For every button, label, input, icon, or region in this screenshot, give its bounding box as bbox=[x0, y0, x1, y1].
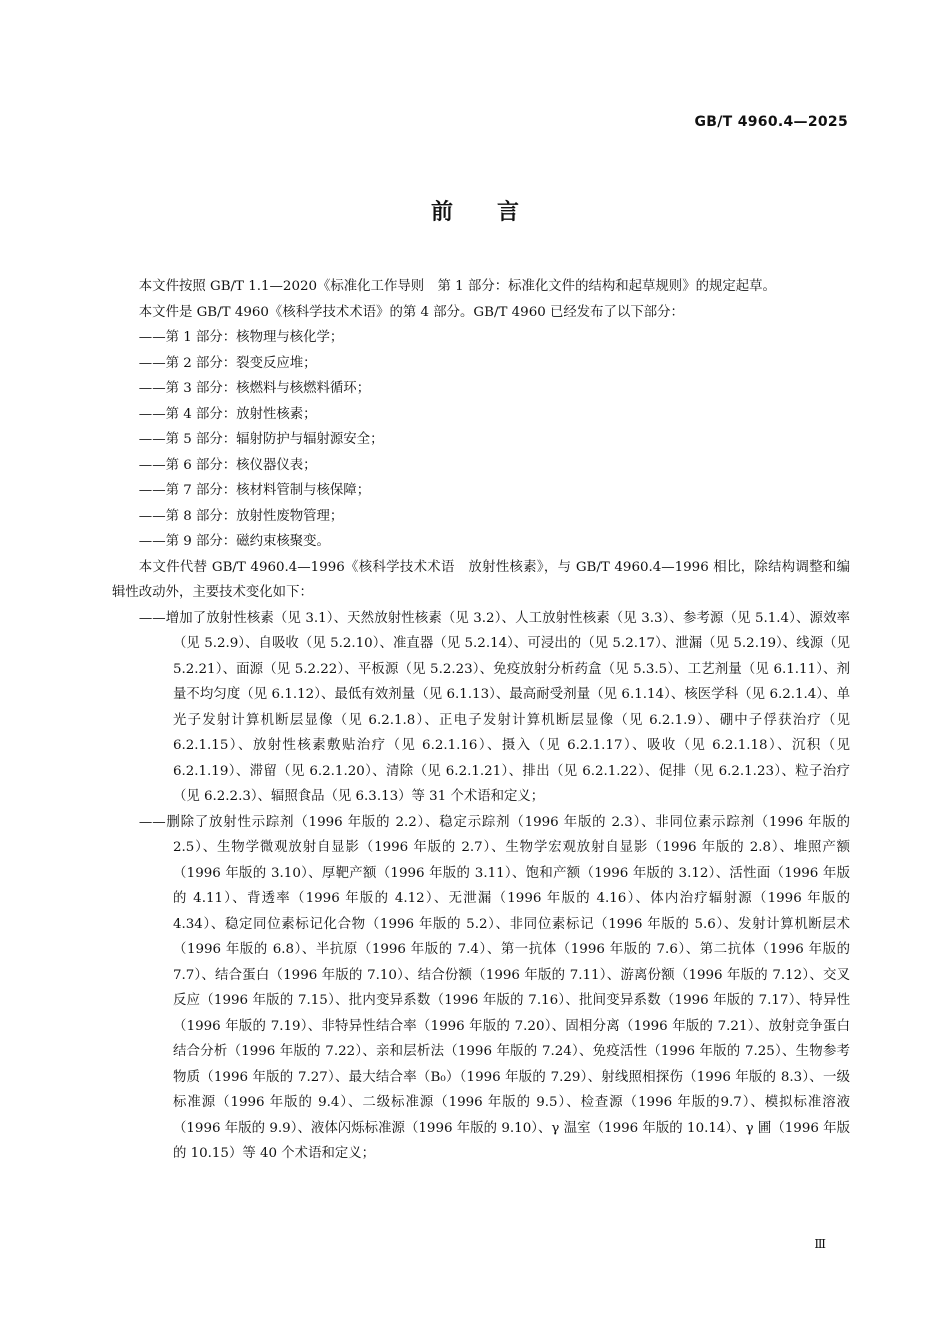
part-list-item: ——第 2 部分：裂变反应堆； bbox=[138, 355, 317, 371]
part-list-item: ——第 6 部分：核仪器仪表； bbox=[138, 457, 317, 473]
deleted-terms-item: ——删除了放射性示踪剂（1996 年版的 2.2）、稳定示踪剂（1996 年版的 2.3）、非同位素示踪剂（1996 年版的 2.5）、生物学微观放射自显影（1996 年版的 2.7）、生物学宏观放射自显影（1996 年版的 2.8）、堆照产额（1996 年版的 3.10）、厚靶产额（1996 年版的 3.11）、饱和产额（1996 年版的 3.12）、活性面（1996 年版的 4.11）、背透率（1996 年版的 4.12）、无泄漏（1996 年版的 4.16）、体内治疗辐射源（1996 年版的 4.34）、稳定同位素标记化合物（1996 年版的 5.2）、非同位素标记（1996 年版的 5.6）、发射计算机断层术（1996 年版的 6.8）、半抗原（1996 年版的 7.4）、第一抗体（1996 年版的 7.6）、第二抗体（1996 年版的 7.7）、结合蛋白（1996 年版的 7.10）、结合份额（1996 年版的 7.11）、游离份额（1996 年版的 7.12）、交叉反应（1996 年版的 7.15）、批内变异系数（1996 年版的 7.16）、批间变异系数（1996 年版的 7.17）、特异性（1996 年版的 7.19）、非特异性结合率（1996 年版的 7.20）、固相分离（1996 年版的 7.21）、放射竞争蛋白结合分析（1996 年版的 7.22）、亲和层析法（1996 年版的 7.24）、免疫活性（1996 年版的 7.25）、生物参考物质（1996 年版的 7.27）、最大结合率（B₀）（1996 年版的 7.29）、射线照相探伤（1996 年版的 8.3）、一级标准源（1996 年版的 9.4）、二级标准源（1996 年版的 9.5）、检查源（1996 年版的9.7）、模拟标准溶液（1996 年版的 9.9）、液体闪烁标准源（1996 年版的 9.10）、γ 温室（1996 年版的 10.14）、γ 圃（1996 年版的 10.15）等 40 个术语和定义； bbox=[138, 814, 850, 1161]
standard-number-header: GB/T 4960.4—2025 bbox=[694, 114, 848, 130]
added-terms-item: ——增加了放射性核素（见 3.1）、天然放射性核素（见 3.2）、人工放射性核素（见 3.3）、参考源（见 5.1.4）、源效率（见 5.2.9）、自吸收（见 5.2.10）、准直器（见 5.2.14）、可浸出的（见 5.2.17）、泄漏（见 5.2.19）、线源（见 5.2.21）、面源（见 5.2.22）、平板源（见 5.2.23）、免疫放射分析药盒（见 5.3.5）、工艺剂量（见 6.1.11）、剂量不均匀度（见 6.1.12）、最低有效剂量（见 6.1.13）、最高耐受剂量（见 6.1.14）、核医学科（见 6.2.1.4）、单光子发射计算机断层显像（见 6.2.1.8）、正电子发射计算机断层显像（见 6.2.1.9）、硼中子俘获治疗（见 6.2.1.15）、放射性核素敷贴治疗（见 6.2.1.16）、摄入（见 6.2.1.17）、吸收（见 6.2.1.18）、沉积（见 6.2.1.19）、滞留（见 6.2.1.20）、清除（见 6.2.1.21）、排出（见 6.2.1.22）、促排（见 6.2.1.23）、粒子治疗（见 6.2.2.3）、辐照食品（见 6.3.13）等 31 个术语和定义； bbox=[138, 610, 850, 804]
part-list-item: ——第 1 部分：核物理与核化学； bbox=[138, 330, 344, 345]
page-number: Ⅲ bbox=[814, 1237, 826, 1251]
part-list-item: ——第 4 部分：放射性核素； bbox=[138, 406, 317, 422]
foreword-body bbox=[112, 274, 850, 1167]
part-list-item: ——第 5 部分：辐射防护与辐射源安全； bbox=[138, 432, 384, 447]
drafting-paragraph: 本文件按照 GB/T 1.1—2020《标准化工作导则 第 1 部分：标准化文件的结构和起草规则》的规定起草。 bbox=[138, 279, 776, 294]
part-list-item: ——第 9 部分：磁约束核聚变。 bbox=[138, 534, 330, 549]
part-list-item: ——第 7 部分：核材料管制与核保障； bbox=[138, 483, 371, 498]
part-list-item: ——第 8 部分：放射性废物管理； bbox=[138, 508, 344, 524]
replacement-paragraph: 本文件代替 GB/T 4960.4—1996《核科学技术术语 放射性核素》，与 GB/T 4960.4—1996 相比，除结构调整和编辑性改动外，主要技术变化如下： bbox=[112, 559, 850, 600]
series-intro-paragraph: 本文件是 GB/T 4960《核科学技术术语》的第 4 部分。GB/T 4960 已经发布了以下部分： bbox=[138, 304, 684, 320]
part-list-item: ——第 3 部分：核燃料与核燃料循环； bbox=[138, 381, 371, 396]
page-title: 前言 bbox=[430, 200, 563, 225]
